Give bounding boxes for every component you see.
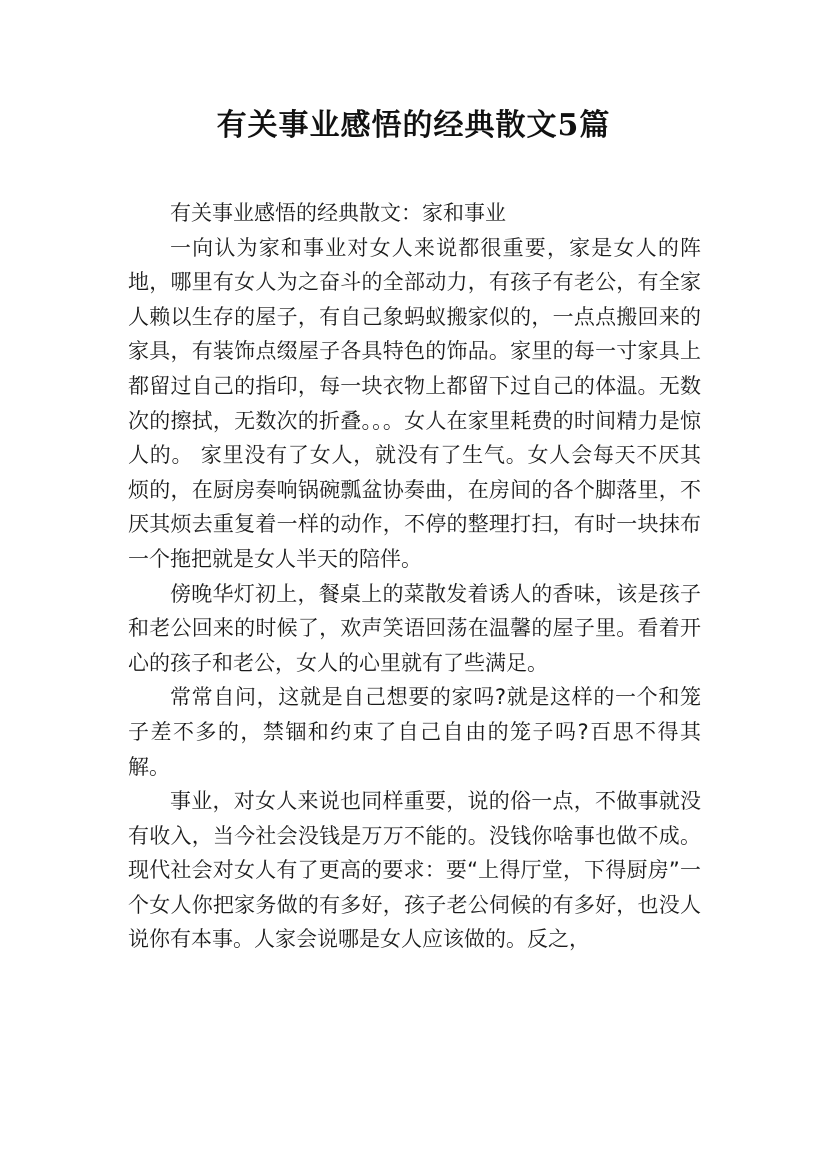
document-body [128,196,701,957]
paragraph-3: 常常自问，这就是自己想要的家吗?就是这样的一个和笼子差不多的，禁锢和约束了自己自由的笼子吗?百思不得其解。 [128,685,701,779]
paragraph-4: 事业，对女人来说也同样重要，说的俗一点，不做事就没有收入，当今社会没钱是万万不能的。没钱你啥事也做不成。现代社会对女人有了更高的要求：要“上得厅堂，下得厨房”一个女人你把家务做的有多好，孩子老公伺候的有多好，也没人说你有本事。人家会说哪是女人应该做的。反之， [128,789,701,952]
section-heading: 有关事业感悟的经典散文：家和事业 [170,201,506,225]
paragraph-1: 一向认为家和事业对女人来说都很重要，家是女人的阵地，哪里有女人为之奋斗的全部动力，有孩子有老公，有全家人赖以生存的屋子，有自己象蚂蚁搬家似的，一点点搬回来的家具，有装饰点缀屋子各具特色的饰品。家里的每一寸家具上都留过自己的指印，每一块衣物上都留下过自己的体温。无数次的擦拭，无数次的折叠。。。女人在家里耗费的时间精力是惊人的。 家里没有了女人，就没有了生气。女人会每天不厌其烦的，在厨房奏响锅碗瓢盆协奏曲，在房间的各个脚落里，不厌其烦去重复着一样的动作，不停的整理打扫，有时一块抹布一个拖把就是女人半天的陪伴。 [128,235,701,571]
paragraph-2: 傍晚华灯初上，餐桌上的菜散发着诱人的香味，该是孩子和老公回来的时候了，欢声笑语回荡在温馨的屋子里。看着开心的孩子和老公，女人的心里就有了些满足。 [128,581,701,675]
document-title: 有关事业感悟的经典散文5篇 [216,108,611,143]
